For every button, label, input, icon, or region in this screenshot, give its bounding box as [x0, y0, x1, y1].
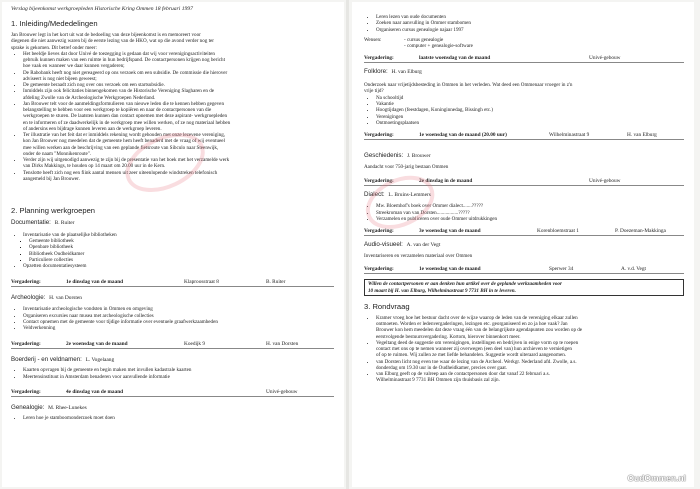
section-2-title: 2. Planning werkgroepen: [11, 206, 96, 215]
list-item: • De Rabobank heeft nog niet gereageerd op ons verzoek om een subsidie. De commissie die hierover adviseert is nog niet bijeen geweest;: [23, 70, 334, 83]
workgroup-genealogie: [11, 404, 334, 411]
workgroup-label: Folklore:: [364, 68, 388, 76]
workgroup-boerderij: [11, 356, 334, 363]
meeting-row: Vergadering: 4e dinsdag van de maand Univé-gebouw: [11, 389, 334, 397]
contact-person: M. Rhee-Lunekes: [48, 404, 87, 411]
list-item: • Ter illustratie van het feit dat er inmiddels rekening wordt gehouden met onze lezevene vereniging, kon Jan Brouwer nog meedelen dat de gemeente hem heeft benaderd met de vraag of wij eventueel mee willen werken aan de beschrijving van een geplande fietsroute van Sibculo naar Steenwijk, onder de naam "Monnikenroute".: [23, 132, 334, 157]
meeting-row: Vergadering: 2e woensdag van de maand Koedijk 9 H. van Dorsten: [11, 341, 334, 349]
library-list: [11, 238, 334, 263]
contact-person: A. van der Vegt: [406, 242, 441, 249]
dialect-list: [364, 203, 684, 222]
notice-line: 10 maart bij H. van Elburg, Wilhelminastraat 9 7731 BH in te leveren.: [368, 287, 516, 294]
contact-person: L. Bruins-Lemmers: [388, 192, 431, 199]
workgroup-audiovisueel: [364, 241, 684, 248]
workgroup-label: Geschiedenis:: [364, 152, 404, 159]
notice-box: [364, 279, 684, 295]
workgroup-archeologie: [11, 294, 334, 301]
page-divider: [346, 0, 349, 489]
list-item: • Inmiddels zijn ook felicitaties binnengekomen van de Historische Vereniging Slagharen en de afdeling Zwolle van de Archeologische Werkgroepen Nederland.: [23, 88, 334, 101]
archeologie-list: [11, 306, 334, 331]
list-item: • Inventarisatie archeologische vondsten in Ommen en omgeving: [23, 306, 334, 312]
list-item: • Mw. Bloemhof's boek over Ommer dialect.......?????: [376, 203, 684, 209]
meeting-row: Vergadering: 1e woensdag van de maand (20.00 uur) Wilhelminastraat 9 H. van Elburg: [364, 132, 684, 140]
list-item: • van Dorsten licht nog even toe waar de lezing van de Archeol. Werkgr. Nederland afd. Zwolle, a.s. donderdag om 19.30 uur in de Oudheidkamer, precies over gaat.: [376, 359, 684, 372]
list-item: • Tenslotte heeft zich nog een fiink aantal mensen uit zeer uiteenlopende windstreken telefonisch aangemeld bij Jan Brouwer.: [23, 170, 334, 183]
meeting-row: Vergadering: 2e dinsdag in de maand Univé-gebouw: [364, 178, 684, 186]
contact-person: H. van Dorsten: [49, 295, 82, 302]
folklore-intro: vrije tijd?: [364, 88, 384, 95]
list-item: • Na schooltijd: [376, 95, 684, 101]
geschiedenis-intro: Aandacht voor 750-jarig bestaan Ommen: [364, 164, 449, 170]
list-item: • Vegeltang deed de suggestie om verenigingen, instellingen en bedrijven in enige vorm op te roepen contact met ons op te nemen wanneer zij overwegen (een deel van) hun archieven te vernietigen of op te ruimen. Wij zullen ze met liefde behandelen. Suggestie wordt uiteraard aangenomen.: [376, 340, 684, 359]
list-item: • Zoeken naar aanvulling in Ommer stambomen: [376, 20, 684, 26]
list-item: • Kramer vroeg hoe het bestuur dacht over de wijze waarop de leden van de vereniging elkaar zullen ontmoeten. Worden er ledenvergaderingen, lezingen etc. georganiseerd en zo ja hoe vaak? Jan Brouwer kon hem meedelen dat deze vraag één van de belangrijkste agendapunten zou worden op de eerstvolgende bestuursvergadering. Kortom, hierover binnenkort meer.: [376, 315, 684, 340]
left-page: [2, 2, 344, 487]
workgroup-label: Genealogie:: [11, 403, 45, 411]
list-item: ▪ Bibliotheek Oudheidkamer: [29, 251, 334, 257]
section-1-title: 1. Inleiding/Mededelingen: [11, 19, 98, 28]
report-header: Verslag bijeenkomst werkgroepleden Historische Kring Ommen 18 februari 1997: [11, 6, 193, 12]
genealogie-list: [11, 415, 334, 421]
list-item: • Verzamelen en publiceren over oude Ommer uitdrukkingen: [376, 216, 684, 222]
workgroup-dialect: [364, 191, 684, 198]
list-item: • Opzetten documentatiesysteem: [23, 263, 334, 269]
contact-person: H. van Elburg: [391, 69, 422, 76]
list-item: • Leren hoe je stamboomonderzoek moet doen: [23, 415, 334, 421]
meeting-row: Vergadering: 1e dinsdag van de maand Klaproosstraat 8 B. Ruiter: [11, 279, 334, 287]
documentatie-list-end: [11, 263, 334, 269]
audiovisueel-intro: Inventariseren en verzamelen materiaal over Ommen: [364, 253, 473, 260]
meeting-row: Vergadering: 3e woensdag van de maand Korenbloemstraat 1 P. Doezeman-Makkinga: [364, 228, 684, 236]
list-item: • Verder zijn wij uitgenodigd aanwezig te zijn bij de presentatie van het boek met het verzamelde werk van Dirks Makkings, te houden op 14 maart om 20.00 uur in de Kern.: [23, 157, 334, 170]
workgroup-label: Audio-visueel:: [364, 241, 403, 249]
wish-item: - cursus genealogie: [404, 36, 444, 43]
list-item: ▪ Particuliere collecties: [29, 257, 334, 263]
list-item: • Jan Brouwer telt voor de aanmeldingsformulieren van nieuwe leden die te kennen hebben gegeven belangstelling te hebben voor een werkgroep te kopiëren en naar de contactpersonen van die werkgroepen te sturen. De laatsten kunnen dan contact opnemen met deze aspirant- werkgroepleden en te informeren of ze daadwerkelijk in de werkgroep mee willen werken, of ze nog materiaal hebben of andersins een bijdrage kunnen leveren aan de werkgroep leveren.: [23, 101, 334, 132]
workgroup-label: Dialect:: [364, 191, 385, 199]
list-item: • Contact opnemen met de gemeente voor tijdige informatie over eventuele graafwerkzaamheden: [23, 319, 334, 325]
boerderij-list: [11, 367, 334, 380]
meeting-row: Vergadering: 1e woensdag van de maand Sperwer 34 A. v.d. Vegt: [364, 266, 684, 274]
list-item: • Het beeldje lieves dat door Univé de toezegging is gedaan dat wij voor verenigingsactiviteiten gebruik kunnen maken van een ruimte in hun bedrijfspand. De contactpersonen krijgen nog bericht hoe vaak en wanneer we daar kunnen vergaderen;: [23, 51, 334, 70]
list-item: ▪ Openbare bibliotheek: [29, 244, 334, 250]
section-3-title: 3. Rondvraag: [364, 301, 410, 311]
wish-item: - computer + genealogie-software: [404, 42, 473, 49]
notice-line: Willen de contactpersonen er aan denken hun artikel over de geplande werkzaamheden voor: [368, 281, 562, 288]
list-item: • Verenigingen: [376, 114, 684, 120]
right-page: [352, 2, 694, 487]
list-item: • Organiseren cursus genealogie najaar 1997: [376, 27, 684, 33]
intro-line: sprake is gekomen. Dit betref onder meer:: [11, 44, 97, 51]
list-item: • Meertensinstituut in Amsterdam benaderen voor aanvullende informatie: [23, 374, 334, 380]
list-item: ▪ Gemeente bibliotheek: [29, 238, 334, 244]
folklore-intro: Onderzoek naar vrijetijdsbesteding in Ommen in het verleden. Wat deed een Ommenaar vroeger in z'n: [364, 82, 573, 89]
list-item: • Kaarten opvragen bij de gemeente en begin maken met invullen kadastrale kaarten: [23, 367, 334, 373]
list-item: • Vakantie: [376, 101, 684, 107]
intro-line: Jan Brouwer legt in het kort uit wat de bedoeling van deze bijeenkomst is en memoreert voor: [11, 32, 201, 38]
list-item: • Ontmoetingsplaatsen: [376, 120, 684, 126]
workgroup-documentatie: [11, 219, 334, 226]
rondvraag-list: [364, 315, 684, 384]
intro-line: diegenen die niet aanwezig waren bij de eerste lezing van de HKO, wat op die avond verder nog ter: [11, 38, 214, 45]
wishes-block: [364, 37, 684, 49]
contact-person: J. Brouwer: [406, 153, 431, 159]
genealogie-list-cont: [364, 14, 684, 33]
meeting-row: Vergadering: laatste woensdag van de maand Univé-gebouw: [364, 55, 684, 63]
workgroup-geschiedenis: [364, 152, 684, 159]
wishes-label: Wensen:: [364, 36, 382, 43]
contact-person: L. Vogelaang: [85, 357, 115, 364]
list-item: • Organiseren excursies naar musea met archeologische collecties: [23, 313, 334, 319]
list-item: • Inventarisatie van de plaatselijke bibliotheken: [23, 232, 334, 238]
list-item: • Streekroman van van Dorsten.................?????: [376, 210, 684, 216]
list-item: • Veldverkenning: [23, 325, 334, 331]
workgroup-label: Documentatie:: [11, 219, 51, 226]
list-item: • Leren lezen van oude documenten: [376, 14, 684, 20]
list-item: • Hoogtijdagen (feestdagen, Koninginnedag, Bissingh etc.): [376, 107, 684, 113]
site-logo: OudOmmen.nl: [627, 473, 686, 483]
list-item: • De gemeente beraadt zich nog over ons verzoek om een startsubsidie.: [23, 82, 334, 88]
workgroup-folklore: [364, 68, 684, 75]
list-item: • van Elburg geeft op de valreep aan de contactpersonen door dat vanaf 22 februari a.s. Wilhelminastraat 9 7731 BH Ommen zijn thuisbasis zal zijn.: [376, 371, 684, 384]
folklore-list: [364, 95, 684, 126]
workgroup-label: Boerderij - en veldnamen:: [11, 356, 82, 364]
workgroup-label: Archeologie:: [11, 294, 46, 302]
announcement-list: [11, 51, 334, 182]
contact-person: B. Ruiter: [54, 220, 75, 226]
